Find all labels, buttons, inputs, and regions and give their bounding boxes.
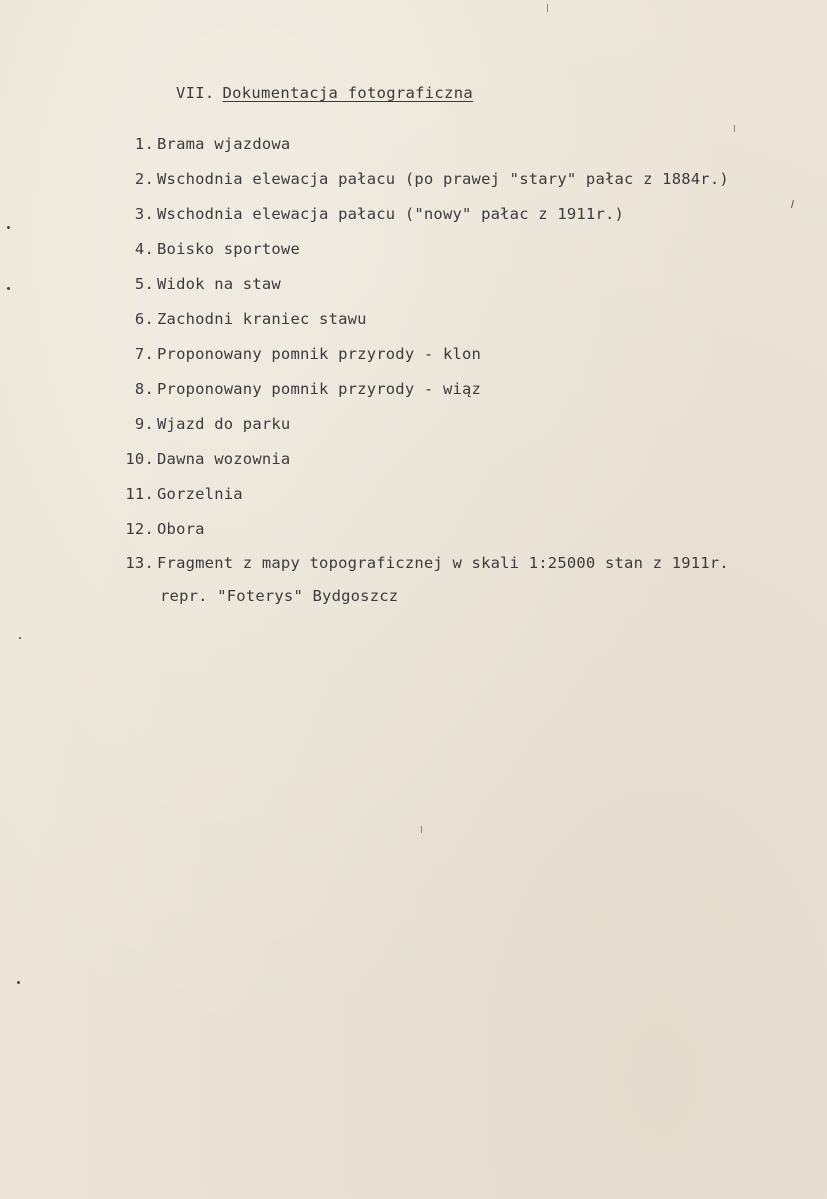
item-number: 11.	[125, 485, 154, 503]
item-text: Gorzelnia	[157, 485, 243, 503]
item-text: Zachodni kraniec stawu	[157, 310, 367, 328]
item-text: Boisko sportowe	[157, 240, 300, 258]
item-number: 5.	[134, 275, 154, 293]
list-item	[112, 483, 243, 505]
list-item	[112, 378, 481, 400]
item-number: 12.	[125, 520, 154, 538]
paper-mark	[421, 826, 422, 833]
item-text: Brama wjazdowa	[157, 135, 291, 153]
paper-mark	[547, 4, 548, 12]
section-heading	[176, 84, 473, 102]
item-text: Fragment z mapy topograficznej w skali 1:25000 stan z 1911r.	[157, 554, 729, 572]
item-text: Wschodnia elewacja pałacu ("nowy" pałac z 1911r.)	[157, 205, 625, 223]
item-number: 9.	[134, 415, 154, 433]
list-item	[112, 552, 729, 574]
item-number: 2.	[134, 170, 154, 188]
paper-mark	[791, 200, 794, 208]
list-item	[112, 448, 290, 470]
list-item	[112, 133, 290, 155]
item-number: 4.	[134, 240, 154, 258]
list-item	[112, 203, 624, 225]
paper-speck	[7, 226, 10, 229]
paper-mark	[734, 125, 735, 132]
list-item	[112, 308, 367, 330]
item-text: Widok na staw	[157, 275, 281, 293]
list-item	[112, 238, 300, 260]
item-number: 7.	[134, 345, 154, 363]
item-number: 3.	[134, 205, 154, 223]
list-item	[112, 273, 281, 295]
item-text: Proponowany pomnik przyrody - klon	[157, 345, 482, 363]
section-title: Dokumentacja fotograficzna	[222, 84, 473, 102]
paper-speck	[7, 287, 10, 290]
paper-speck	[17, 981, 20, 984]
item-number: 10.	[125, 450, 154, 468]
item-number: 1.	[134, 135, 154, 153]
list-item	[112, 168, 729, 190]
item-text: Dawna wozownia	[157, 450, 291, 468]
section-numeral: VII.	[176, 84, 215, 102]
item-text: Wschodnia elewacja pałacu (po prawej "stary" pałac z 1884r.)	[157, 170, 729, 188]
item-continuation: repr. "Foterys" Bydgoszcz	[160, 587, 399, 605]
list-item	[112, 413, 290, 435]
list-item	[112, 518, 205, 540]
item-text: Obora	[157, 520, 205, 538]
item-number: 6.	[134, 310, 154, 328]
item-number: 13.	[125, 554, 154, 572]
item-text: Wjazd do parku	[157, 415, 291, 433]
item-text: Proponowany pomnik przyrody - wiąz	[157, 380, 482, 398]
item-number: 8.	[134, 380, 154, 398]
list-item	[112, 343, 481, 365]
paper-speck	[19, 637, 21, 639]
